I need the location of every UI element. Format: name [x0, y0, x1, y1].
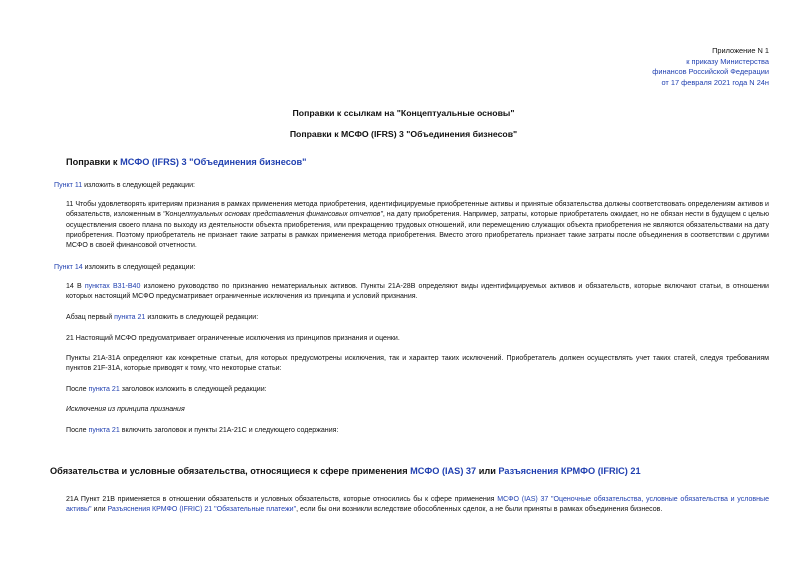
section-heading-middle: или — [476, 466, 499, 476]
paragraph-21a — [66, 495, 769, 516]
paragraph-after-21-heading-instruction — [66, 385, 769, 395]
appendix-line-1: Приложение N 1 — [712, 46, 769, 55]
paragraph-21a-text-b: или — [91, 506, 108, 514]
ifric21-full-link[interactable]: Разъяснения КРМФО (IFRIC) 21 "Обязательные платежи" — [107, 506, 297, 514]
paragraph-11 — [66, 200, 769, 251]
paragraph-11-italic: "Концептуальных основах представления финансовых отчетов" — [162, 211, 383, 219]
paragraph-21-continued: Пункты 21A-31A определяют как конкретные статьи, для которых предусмотрены исключения, так и характер таких исключений. Приобретатель должен осуществлять учет таких статей, следуя требованиям пунктов 21F-31A, которые приводят к тому, что некоторые статьи: — [66, 355, 769, 373]
section-heading-ias37-ifric21 — [50, 466, 641, 476]
paragraph-after-21-include-instruction — [66, 426, 769, 436]
instruction-text-b: заголовок изложить в следующей редакции: — [119, 386, 267, 393]
instruction-text: изложить в следующей редакции: — [82, 182, 195, 189]
paragraph-21a-text-a: 21A Пункт 21B применяется в отношении обязательств и условных обязательств, которые относились бы к сфере применения — [66, 496, 498, 503]
appendix-order-link[interactable]: к приказу Министерства — [686, 56, 769, 66]
ias37-link[interactable]: МСФО (IAS) 37 — [410, 466, 477, 476]
point-21-link[interactable]: пункта 21 — [114, 314, 146, 321]
point-11-link[interactable]: Пункт 11 — [54, 182, 83, 189]
ifric21-link[interactable]: Разъяснения КРМФО (IFRIC) 21 — [498, 466, 641, 476]
point-21-link[interactable]: пункта 21 — [88, 427, 120, 434]
point-21-link[interactable]: пункта 21 — [88, 386, 120, 393]
section-heading-ifrs3 — [66, 157, 306, 167]
section-heading-prefix: Обязательства и условные обязательства, относящиеся к сфере применения — [50, 466, 411, 476]
paragraph-point-21-instruction — [66, 313, 769, 323]
title-ifrs3-amendments: Поправки к МСФО (IFRS) 3 "Объединения бизнесов" — [289, 129, 518, 139]
instruction-text-a: После — [66, 386, 89, 393]
instruction-text-b: включить заголовок и пункты 21A-21C и следующего содержания: — [119, 427, 339, 434]
instruction-text-a: Абзац первый — [66, 314, 115, 321]
paragraph-14 — [66, 282, 769, 303]
paragraph-11-text-b: , на дату приобретения. Например, затраты, которые приобретатель ожидает, но не обязан нести в будущем с целью осуществления своего плана по выходу из деятельности объекта приобретения, или прекращению трудовых отношений, или перемещению служащих объекта приобретения не являются обязательствами на дату приобретения. Поэтому приобретатель не признает такие затраты в рамках применения метода приобретения. Вместо этого приобретатель признает такие затраты после объединения в соответствии с другими МСФО в своей финансовой отчетности. — [66, 211, 769, 250]
instruction-text-a: После — [66, 427, 89, 434]
paragraph-point-11-instruction — [54, 181, 757, 191]
appendix-ministry-link[interactable]: финансов Российской Федерации — [652, 67, 769, 77]
heading-recognition-exceptions: Исключения из принципа признания — [66, 406, 185, 413]
paragraph-21: 21 Настоящий МСФО предусматривает ограниченные исключения из принципов признания и оценки. — [66, 335, 400, 342]
ifrs3-link[interactable]: МСФО (IFRS) 3 "Объединения бизнесов" — [120, 157, 307, 167]
instruction-text: изложить в следующей редакции: — [82, 264, 196, 271]
appendix-header — [652, 46, 769, 88]
point-14-link[interactable]: Пункт 14 — [54, 264, 83, 271]
instruction-text-b: изложить в следующей редакции: — [145, 314, 259, 321]
ias37-full-link[interactable]: МСФО (IAS) 37 "Оценочные обязательства, условные обязательства и условные активы" — [66, 496, 770, 514]
points-b31-b40-link[interactable]: пунктах B31-B40 — [84, 283, 141, 290]
paragraph-21a-text-c: , если бы они возникли вследствие обособленных сделок, а не были приняты в рамках объединения бизнесов. — [296, 506, 663, 514]
paragraph-14-text-a: 14 В — [66, 283, 85, 290]
section-heading-prefix: Поправки к — [66, 157, 121, 167]
title-concept-framework: Поправки к ссылкам на "Концептуальные основы" — [292, 108, 515, 118]
paragraph-14-text-b: изложено руководство по признанию нематериальных активов. Пункты 21A-28B определяют виды идентифицируемых активов и обязательств, которые включают статьи, в отношении которых настоящий МСФО предусматривает ограниченные исключения из принципа и условий признания. — [66, 283, 769, 301]
paragraph-point-14-instruction — [54, 263, 757, 273]
paragraph-11-text-a: 11 Чтобы удовлетворять критериям признания в рамках применения метода приобретения, идентифицируемые приобретенные активы и принятые обязательства должны соответствовать определениям активов и обязательств, изложенным в — [66, 201, 769, 219]
appendix-date-link[interactable]: от 17 февраля 2021 года N 24н — [661, 77, 769, 87]
